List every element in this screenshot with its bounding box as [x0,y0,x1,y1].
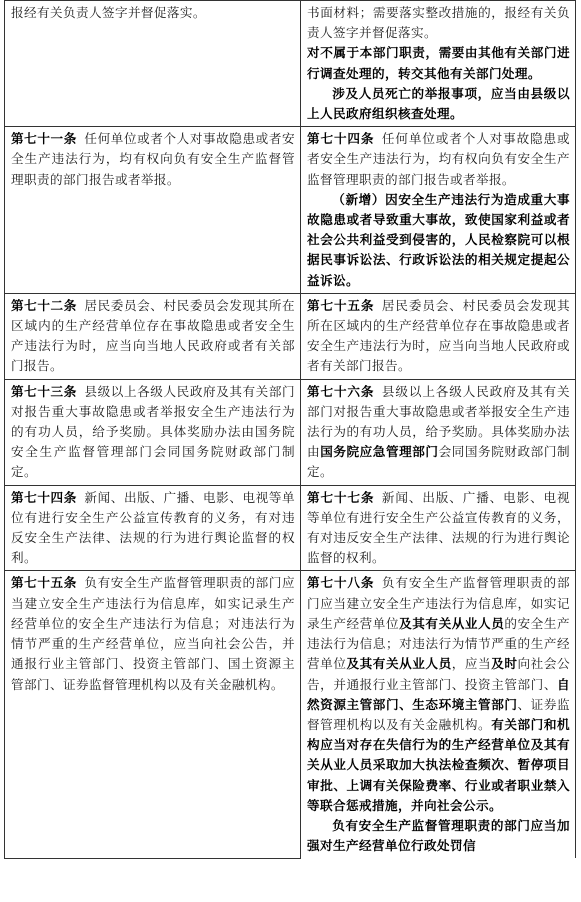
paragraph: 书面材料；需要落实整改措施的，报经有关负责人签字并督促落实。 [307,5,570,41]
amended-text: 及时 [491,656,518,672]
amended-text: 及其有关从业人员 [346,656,452,672]
article-number: 第七十七条 [307,489,375,505]
right-cell [301,379,576,485]
left-cell [5,127,301,294]
amended-text: 及其有关从业人员 [399,615,505,631]
article-number: 第七十四条 [307,131,375,147]
paragraph [307,190,570,291]
left-cell [5,293,301,379]
article-text: 负有安全生产监督管理职责的部门应当建立安全生产违法行为信息库，如实记录生产经营单位的安全生产违法行为信息；对违法行为情节严重的生产经营单位，应当向社会公告，并通报行业主管部门、投资主管部门、国土资源主管部门、证券监督管理机构以及有关金融机构。 [11,575,296,692]
article-text: 居民委员会、村民委员会发现其所在区域内的生产经营单位存在事故隐患或者安全生产违法行为时，应当向当地人民政府或者有关部门报告。 [307,297,570,374]
right-cell [301,1,576,127]
amended-text: 自然资源主管部门、生态环境主管部门 [307,676,570,712]
amended-text: 国务院应急管理部门 [320,444,439,460]
right-cell [301,571,576,858]
table-row [5,293,576,379]
paragraph: 报经有关负责人签字并督促落实。 [11,5,206,20]
article-number: 第七十四条 [11,489,77,505]
amended-text: 有关部门和机构应当对存在失信行为的生产经营单位及其有关从业人员采取加大执法检查频次、暂停项目审批、上调有关保险费率、行业或者职业禁入等联合惩戒措施，并向社会公示。 [307,716,570,813]
paragraph-bold: 对不属于本部门职责，需要由其他有关部门进行调查处理的，转交其他有关部门处理。 [307,45,570,81]
article-text: 的安全生产违法行为信息；对违法行为情节严重的生产经营单位 [307,615,570,672]
article-text: 会同国务院财政部门制定。 [307,444,570,480]
paragraph-bold: 因安全生产违法行为造成重大事故隐患或者导致重大事故，致使国家利益或者社会公共利益受到侵害的，人民检察院可以根据民事诉讼法、行政诉讼法的相关规定提起公益诉讼。 [307,191,570,288]
article-number: 第七十三条 [11,383,77,399]
article-text: 、证券监督管理机构以及有关金融机构。 [307,696,570,732]
new-tag: （新增） [332,191,386,207]
article-text: 任何单位或者个人对事故隐患或者安全生产违法行为，均有权向负有安全生产监督管理职责的部门报告或者举报。 [11,131,296,187]
left-cell [5,379,301,485]
article-number: 第七十八条 [307,575,375,591]
table-row [5,127,576,294]
table-row [5,485,576,571]
table-row [5,1,576,127]
paragraph-bold: 涉及人员死亡的举报事项，应当由县级以上人民政府组织核查处理。 [307,85,570,122]
table-row [5,379,576,485]
article-number: 第七十五条 [11,575,77,591]
article-number: 第七十一条 [11,131,77,147]
right-cell [301,485,576,571]
article-text: 新闻、出版、广播、电影、电视等单位有进行安全生产公益宣传教育的义务，有对违反安全生产法律、法规的行为进行舆论监督的权利。 [307,489,570,566]
article-text: 任何单位或者个人对事故隐患或者安全生产违法行为，均有权向负有安全生产监督管理职责的部门报告或者举报。 [307,131,570,187]
article-text: 县级以上各级人民政府及其有关部门对报告重大事故隐患或者举报安全生产违法行为的有功人员，给予奖励。具体奖励办法由国务院安全生产监督管理部门会同国务院财政部门制定。 [11,383,296,480]
article-text: 居民委员会、村民委员会发现其所在区域内的生产经营单位存在事故隐患或者安全生产违法行为时，应当向当地人民政府或者有关部门报告。 [11,297,296,374]
article-text: 负有安全生产监督管理职责的部门应当建立安全生产违法行为信息库，如实记录生产经营单位 [307,575,570,631]
paragraph-bold: 负有安全生产监督管理职责的部门应当加强对生产经营单位行政处罚信 [307,817,570,854]
article-text: 县级以上各级人民政府及其有关部门对报告重大事故隐患或者举报安全生产违法行为的有功人员，给予奖励。具体奖励办法由 [307,383,570,460]
article-number: 第七十六条 [307,383,375,399]
law-comparison-table [4,0,576,859]
left-cell [5,485,301,571]
table-row [5,571,576,858]
right-cell [301,293,576,379]
article-text: ，应当 [451,656,492,672]
right-cell [301,127,576,294]
article-text: 新闻、出版、广播、电影、电视等单位有进行安全生产公益宣传教育的义务，有对违反安全生产法律、法规的行为进行舆论监督的权利。 [11,489,296,566]
article-text: 向社会公告，并通报行业主管部门、投资主管部门、 [307,656,570,692]
article-number: 第七十二条 [11,297,77,313]
left-cell [5,1,301,127]
left-cell [5,571,301,858]
article-number: 第七十五条 [307,297,375,313]
